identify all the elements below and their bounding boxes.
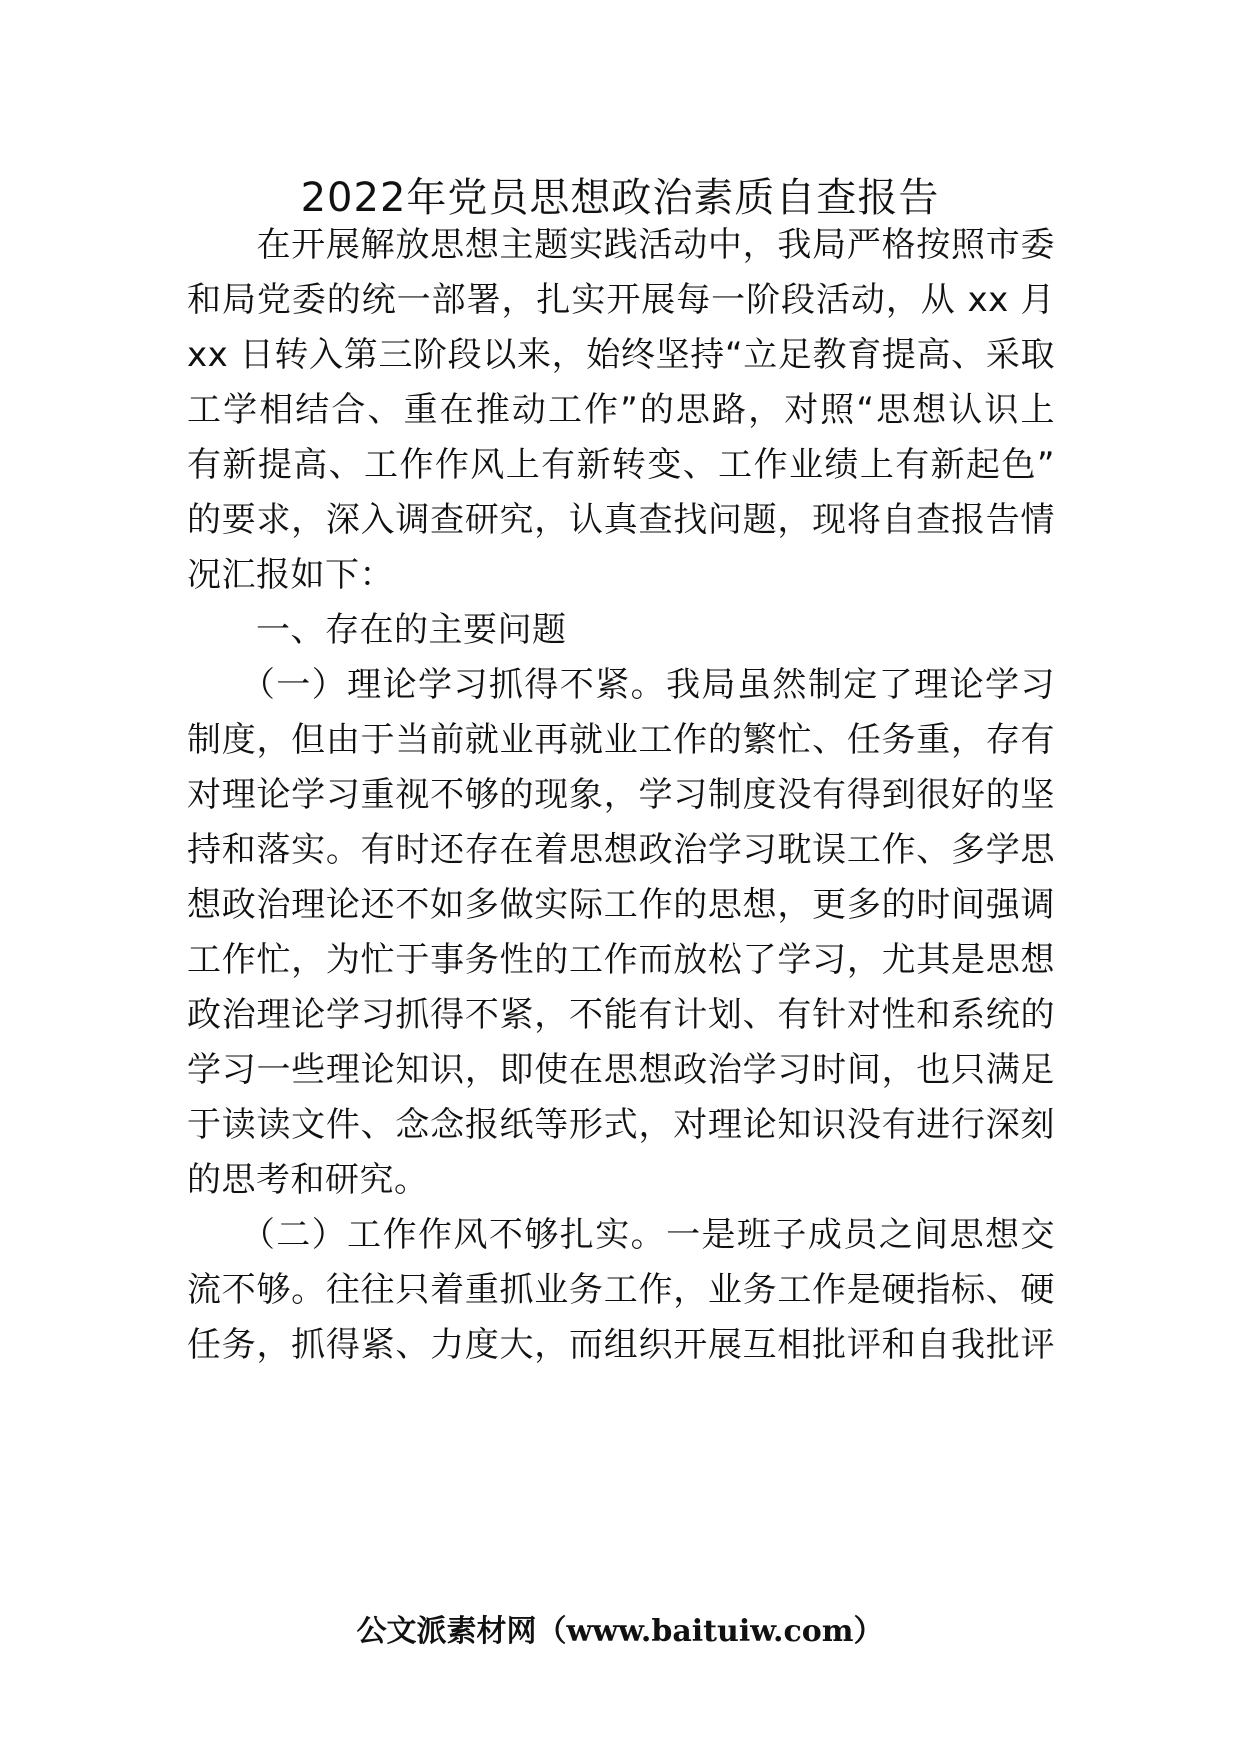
body-line: 的思考和研究。 [187, 1160, 429, 1200]
body-line: 在开展解放思想主题实践活动中，我局严格按照市委 [187, 225, 1055, 265]
footer-watermark: 公文派素材网（www.baituiw.com） [356, 1614, 884, 1649]
body-line: 工学相结合、重在推动工作”的思路，对照“思想认识上 [187, 390, 1055, 430]
body-line: 况汇报如下： [187, 555, 394, 595]
body-line: 流不够。往往只着重抓业务工作，业务工作是硬指标、硬 [187, 1270, 1055, 1310]
body-line: 的要求，深入调查研究，认真查找问题，现将自查报告情 [187, 500, 1055, 540]
document-title: 2022年党员思想政治素质自查报告 [300, 175, 940, 221]
body-line: 和局党委的统一部署，扎实开展每一阶段活动，从 xx 月 [187, 280, 1055, 320]
body-line: 想政治理论还不如多做实际工作的思想，更多的时间强调 [187, 885, 1055, 925]
body-line: 学习一些理论知识，即使在思想政治学习时间，也只满足 [187, 1050, 1055, 1090]
body-line: 于读读文件、念念报纸等形式，对理论知识没有进行深刻 [187, 1105, 1055, 1145]
body-line: （一）理论学习抓得不紧。我局虽然制定了理论学习 [187, 665, 1055, 705]
body-line: 制度，但由于当前就业再就业工作的繁忙、任务重，存有 [187, 720, 1055, 760]
body-line: 有新提高、工作作风上有新转变、工作业绩上有新起色” [187, 445, 1055, 485]
body-line: 对理论学习重视不够的现象，学习制度没有得到很好的坚 [187, 775, 1055, 815]
body-line: xx 日转入第三阶段以来，始终坚持“立足教育提高、采取 [187, 335, 1055, 375]
body-line: 工作忙，为忙于事务性的工作而放松了学习，尤其是思想 [187, 940, 1055, 980]
body-line: 持和落实。有时还存在着思想政治学习耽误工作、多学思 [187, 830, 1055, 870]
body-line: 政治理论学习抓得不紧，不能有计划、有针对性和系统的 [187, 995, 1055, 1035]
body-line: （二）工作作风不够扎实。一是班子成员之间思想交 [187, 1215, 1055, 1255]
section-heading: 一、存在的主要问题 [187, 610, 567, 650]
body-line: 任务，抓得紧、力度大，而组织开展互相批评和自我批评 [187, 1325, 1055, 1365]
